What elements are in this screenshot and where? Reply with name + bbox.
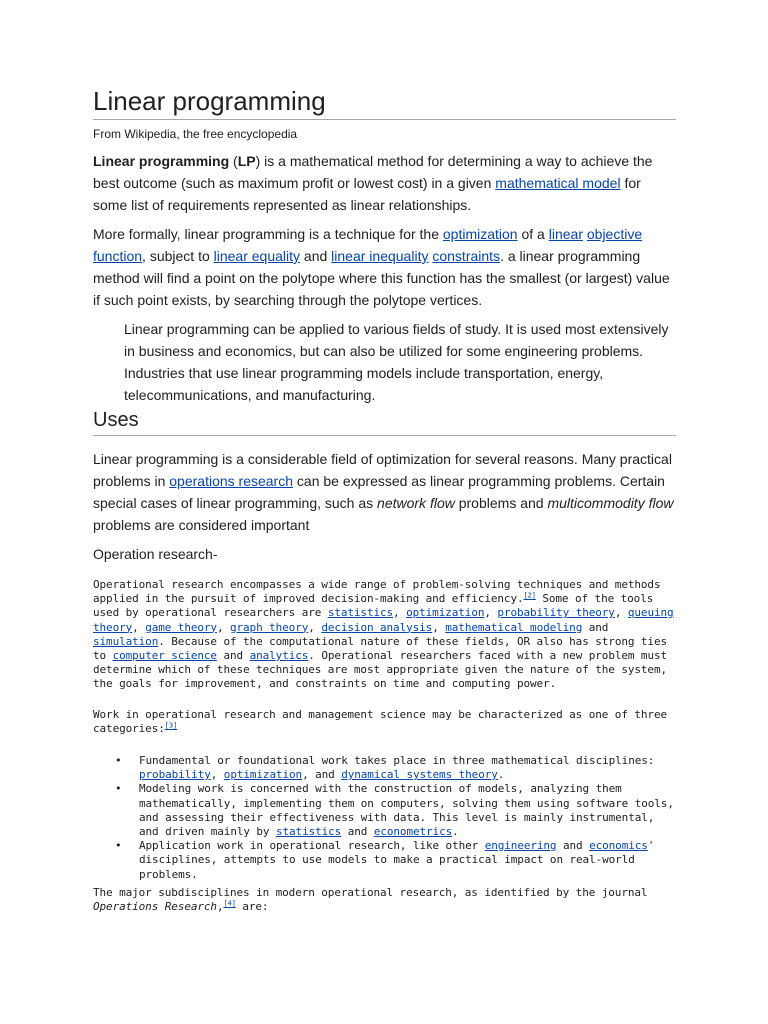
text: , bbox=[432, 620, 446, 634]
indented-paragraph: Linear programming can be applied to various fields of study. It is used most extensively in business and economics, but can also be utilized for some engineering problems. Industries that use linear programming models include transportation, energy, telecommunications, and manufacturing. bbox=[124, 321, 669, 403]
text: and bbox=[582, 620, 609, 634]
text: can be expressed as linear programming problems. Certain special cases of linear programming, such as bbox=[93, 473, 665, 511]
list-item bbox=[93, 754, 676, 782]
link-operations-research[interactable]: operations research bbox=[169, 473, 294, 489]
text: , and bbox=[302, 768, 342, 782]
bullet-dot: • bbox=[115, 754, 122, 767]
ref-2[interactable]: [2] bbox=[523, 591, 536, 600]
text: of a bbox=[517, 226, 549, 242]
text: , bbox=[614, 606, 628, 620]
link-linear-equality[interactable]: linear equality bbox=[213, 248, 301, 264]
link-probability-theory[interactable]: probability theory bbox=[497, 606, 615, 620]
link-statistics-2[interactable]: statistics bbox=[275, 825, 342, 839]
text: , bbox=[308, 620, 322, 634]
text: More formally, linear programming is a technique for the bbox=[93, 226, 443, 242]
bold-abbr: LP bbox=[237, 153, 256, 169]
text: and bbox=[216, 649, 250, 663]
text: . a linear programming method will find a point on the polytope where this function has the smallest (or largest) value if such point exists, by searching through the polytope vertices. bbox=[93, 248, 670, 308]
page-subtitle: From Wikipedia, the free encyclopedia bbox=[93, 127, 298, 141]
intro-paragraph bbox=[93, 150, 676, 216]
text: for some list of requirements represented as linear relationships. bbox=[93, 175, 641, 213]
link-dynamical-systems-theory[interactable]: dynamical systems theory bbox=[341, 768, 498, 782]
text: , bbox=[210, 768, 224, 782]
ref-3[interactable]: [3] bbox=[164, 721, 178, 730]
list-item bbox=[93, 782, 676, 839]
operational-research-paragraph bbox=[93, 578, 676, 692]
page-title: Linear programming bbox=[93, 86, 676, 120]
link-econometrics[interactable]: econometrics bbox=[373, 825, 453, 839]
text: Modeling work is concerned with the construction of models, analyzing them mathematically, implementing them on computers, solving them using software tools, and assessing their effectiveness with data. This level is mainly instrumental, and driven mainly by bbox=[139, 782, 674, 839]
link-optimization[interactable]: optimization bbox=[442, 226, 518, 242]
text: , bbox=[484, 606, 498, 620]
link-mathematical-modeling[interactable]: mathematical modeling bbox=[445, 620, 583, 634]
text: Operational research encompasses a wide range of problem-solving techniques and methods applied in the pursuit of improved decision-making and efficiency. bbox=[93, 578, 661, 606]
text: The major subdisciplines in modern operational research, as identified by the journal bbox=[93, 886, 648, 899]
link-analytics[interactable]: analytics bbox=[249, 649, 309, 663]
categories-list bbox=[93, 754, 676, 882]
bullet-dot: • bbox=[115, 839, 122, 853]
text: Fundamental or foundational work takes place in three mathematical disciplines: bbox=[139, 754, 655, 767]
text: . Because of the computational nature of these fields, OR also has strong ties to bbox=[93, 634, 667, 663]
link-linear-inequality[interactable]: linear inequality bbox=[331, 248, 429, 264]
uses-paragraph bbox=[93, 448, 676, 536]
link-mathematical-model[interactable]: mathematical model bbox=[495, 175, 621, 191]
link-economics[interactable]: economics bbox=[589, 839, 648, 853]
text: , bbox=[132, 620, 146, 634]
text: Work in operational research and management science may be characterized as one of three categories: bbox=[93, 708, 667, 736]
text: , bbox=[393, 606, 407, 620]
formal-paragraph bbox=[93, 223, 676, 311]
text: and bbox=[341, 825, 374, 839]
operation-research-label: Operation research- bbox=[93, 546, 218, 562]
text: problems and bbox=[454, 495, 548, 511]
link-decision-analysis[interactable]: decision analysis bbox=[321, 620, 433, 634]
em-multicommodity-flow: multicommodity flow bbox=[547, 495, 674, 511]
text: are: bbox=[235, 900, 269, 914]
text: ) is a mathematical method for determining a way to achieve the best outcome (such as maximum profit or lowest cost) in a given bbox=[93, 153, 653, 191]
link-constraints[interactable]: constraints bbox=[432, 248, 501, 264]
work-paragraph bbox=[93, 708, 676, 736]
link-probability[interactable]: probability bbox=[139, 768, 211, 782]
em-journal: Operations Research bbox=[93, 900, 217, 914]
text: Application work in operational research, like other bbox=[139, 839, 485, 853]
ref-4[interactable]: [4] bbox=[223, 899, 236, 908]
text: ' disciplines, attempts to use models to make a practical impact on real-world problems. bbox=[139, 839, 655, 881]
link-linear[interactable]: linear bbox=[548, 226, 583, 242]
text: , bbox=[216, 620, 230, 634]
text: , bbox=[216, 900, 224, 914]
text: . bbox=[497, 768, 505, 782]
link-optimization-2[interactable]: optimization bbox=[406, 606, 485, 620]
text: and bbox=[300, 248, 332, 264]
link-optimization-3[interactable]: optimization bbox=[223, 768, 303, 782]
text: . Operational researchers faced with a new problem must determine which of these techniques are most appropriate given the nature of the system, the goals for improvement, and constraints on time and computing power. bbox=[93, 649, 668, 691]
link-simulation[interactable]: simulation bbox=[93, 634, 159, 648]
link-game-theory[interactable]: game theory bbox=[145, 620, 217, 634]
link-engineering[interactable]: engineering bbox=[484, 839, 557, 853]
list-item bbox=[93, 839, 676, 882]
text: and bbox=[556, 839, 590, 853]
text: problems are considered important bbox=[93, 517, 310, 533]
text: ( bbox=[229, 153, 238, 169]
text: Linear programming is a considerable field of optimization for several reasons. Many practical problems in bbox=[93, 451, 672, 489]
em-network-flow: network flow bbox=[377, 495, 455, 511]
link-graph-theory[interactable]: graph theory bbox=[229, 620, 309, 634]
link-computer-science[interactable]: computer science bbox=[112, 649, 217, 663]
bullet-dot: • bbox=[115, 782, 122, 796]
bold-term: Linear programming bbox=[93, 153, 230, 169]
link-objective-function[interactable]: objective function bbox=[93, 226, 643, 264]
section-heading-uses: Uses bbox=[93, 408, 676, 436]
link-statistics[interactable]: statistics bbox=[327, 606, 394, 620]
text: . bbox=[452, 825, 459, 839]
link-queuing-theory[interactable]: queuing theory bbox=[93, 606, 674, 634]
text: , subject to bbox=[142, 248, 214, 264]
text: Some of the tools used by operational researchers are bbox=[93, 592, 654, 620]
major-subdisciplines-paragraph bbox=[93, 886, 676, 914]
